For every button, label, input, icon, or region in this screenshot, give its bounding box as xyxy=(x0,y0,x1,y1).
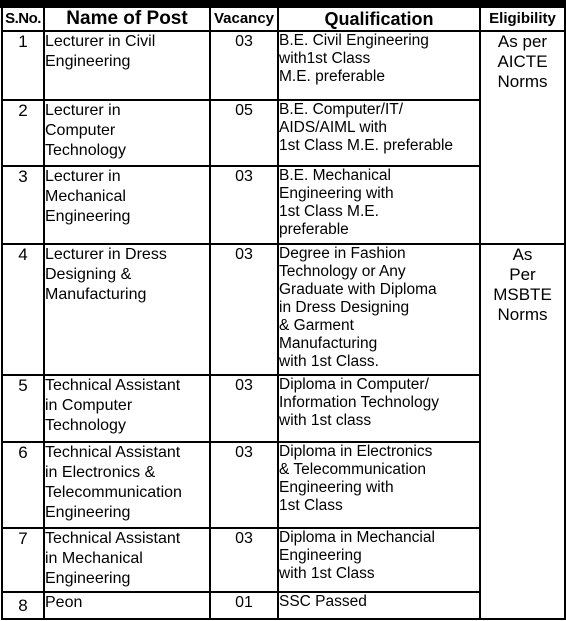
table-row xyxy=(2,31,565,100)
vacancy-table xyxy=(1,6,566,620)
row-post-name: Technical Assistant in Computer Technology xyxy=(44,375,210,442)
row-post-name: Technical Assistant in Mechanical Engineering xyxy=(44,528,210,592)
row-sno: 3 xyxy=(2,166,44,244)
row-qualification: Diploma in Electronics & Telecommunication Engineering with 1st Class xyxy=(278,442,480,528)
row-vacancy: 05 xyxy=(210,100,278,166)
row-qualification: Degree in Fashion Technology or Any Graduate with Diploma in Dress Designing & Garment Manufacturing with 1st Class. xyxy=(278,244,480,375)
row-post-name: Technical Assistant in Electronics & Telecommunication Engineering xyxy=(44,442,210,528)
row-qualification: Diploma in Mechancial Engineering with 1st Class xyxy=(278,528,480,592)
row-vacancy: 03 xyxy=(210,375,278,442)
row-vacancy: 03 xyxy=(210,31,278,100)
row-sno: 8 xyxy=(2,592,44,619)
row-sno: 2 xyxy=(2,100,44,166)
row-qualification: B.E. Civil Engineering with1st Class M.E. preferable xyxy=(278,31,480,100)
row-post-name: Lecturer in Mechanical Engineering xyxy=(44,166,210,244)
header-sno: S.No. xyxy=(2,7,44,31)
row-post-name: Lecturer in Dress Designing & Manufacturing xyxy=(44,244,210,375)
row-post-name: Lecturer in Civil Engineering xyxy=(44,31,210,100)
row-qualification: Diploma in Computer/ Information Technology with 1st class xyxy=(278,375,480,442)
header-eligibility: Eligibility xyxy=(480,7,565,31)
row-sno: 6 xyxy=(2,442,44,528)
row-sno: 4 xyxy=(2,244,44,375)
row-vacancy: 03 xyxy=(210,442,278,528)
row-post-name: Peon xyxy=(44,592,210,619)
header-vacancy: Vacancy xyxy=(210,7,278,31)
row-qualification: B.E. Computer/IT/ AIDS/AIML with 1st Class M.E. preferable xyxy=(278,100,480,166)
header-name-of-post: Name of Post xyxy=(44,7,210,31)
row-qualification: B.E. Mechanical Engineering with 1st Class M.E. preferable xyxy=(278,166,480,244)
header-qualification: Qualification xyxy=(278,7,480,31)
table-row xyxy=(2,244,565,375)
row-sno: 7 xyxy=(2,528,44,592)
row-post-name: Lecturer in Computer Technology xyxy=(44,100,210,166)
table-header-row xyxy=(2,7,565,31)
row-sno: 1 xyxy=(2,31,44,100)
eligibility-aicte: As per AICTE Norms xyxy=(480,31,565,244)
row-qualification: SSC Passed xyxy=(278,592,480,619)
row-vacancy: 03 xyxy=(210,528,278,592)
row-vacancy: 01 xyxy=(210,592,278,619)
row-sno: 5 xyxy=(2,375,44,442)
row-vacancy: 03 xyxy=(210,166,278,244)
row-vacancy: 03 xyxy=(210,244,278,375)
eligibility-msbte: As Per MSBTE Norms xyxy=(480,244,565,619)
